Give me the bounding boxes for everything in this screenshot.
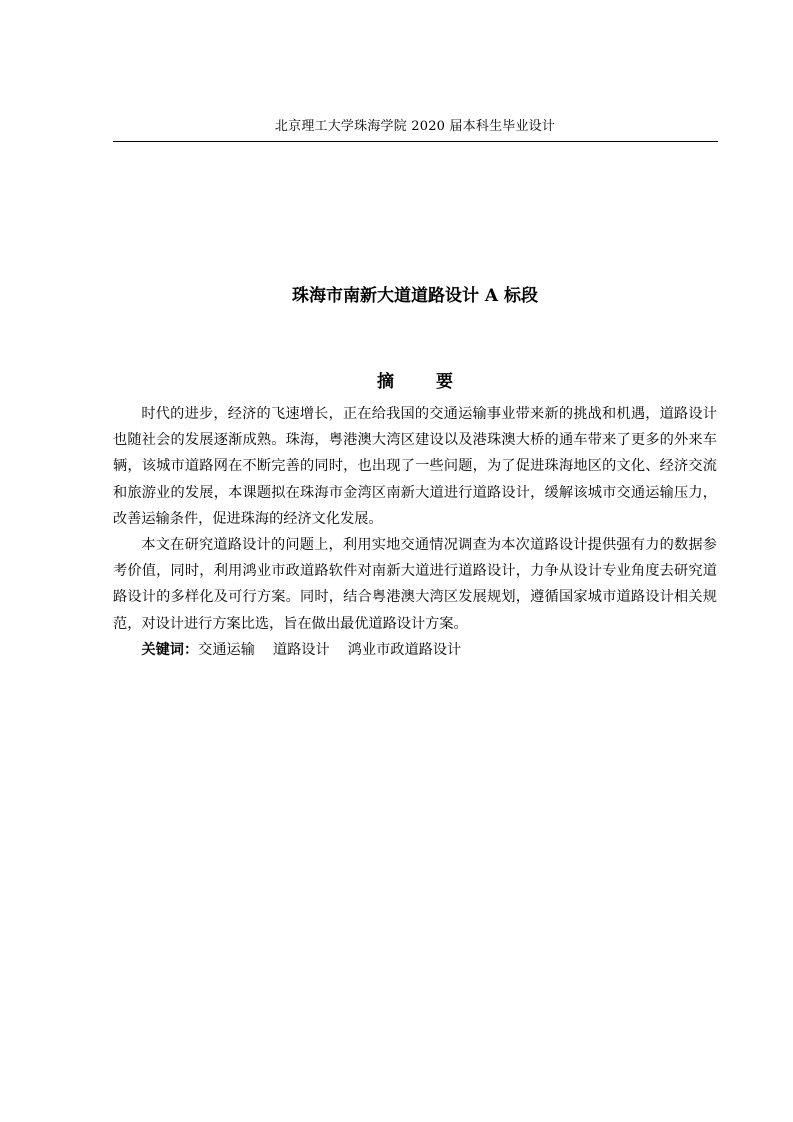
header-rule	[113, 141, 718, 142]
keywords-label: 关键词：	[141, 641, 199, 658]
running-header: 北京理工大学珠海学院 2020 届本科生毕业设计	[274, 119, 556, 134]
abstract-paragraph-1: 时代的进步，经济的飞速增长，正在给我国的交通运输事业带来新的挑战和机遇，道路设计也随社会的发展逐渐成熟。珠海，粤港澳大湾区建设以及港珠澳大桥的通车带来了更多的外来车辆，该城市道路网在不断完善的同时，也出现了一些问题，为了促进珠海地区的文化、经济交流和旅游业的发展，本课题拟在珠海市金湾区南新大道进行道路设计，缓解该城市交通运输压力，改善运输条件，促进珠海的经济文化发展。	[113, 406, 717, 527]
abstract-body	[113, 401, 717, 663]
keyword: 鸿业市政道路设计	[347, 641, 462, 658]
keyword: 道路设计	[272, 641, 330, 658]
keyword: 交通运输	[198, 641, 255, 658]
abstract-heading: 摘 要	[377, 372, 471, 392]
keywords-line	[113, 637, 717, 663]
abstract-paragraph-2: 本文在研究道路设计的问题上，利用实地交通情况调查为本次道路设计提供强有力的数据参考价值，同时，利用鸿业市政道路软件对南新大道进行道路设计，力争从设计专业角度去研究道路设计的多样化及可行方案。同时，结合粤港澳大湾区发展规划，遵循国家城市道路设计相关规范，对设计进行方案比选，旨在做出最优道路设计方案。	[113, 537, 717, 632]
paper-title: 珠海市南新大道道路设计 A 标段	[291, 286, 539, 306]
